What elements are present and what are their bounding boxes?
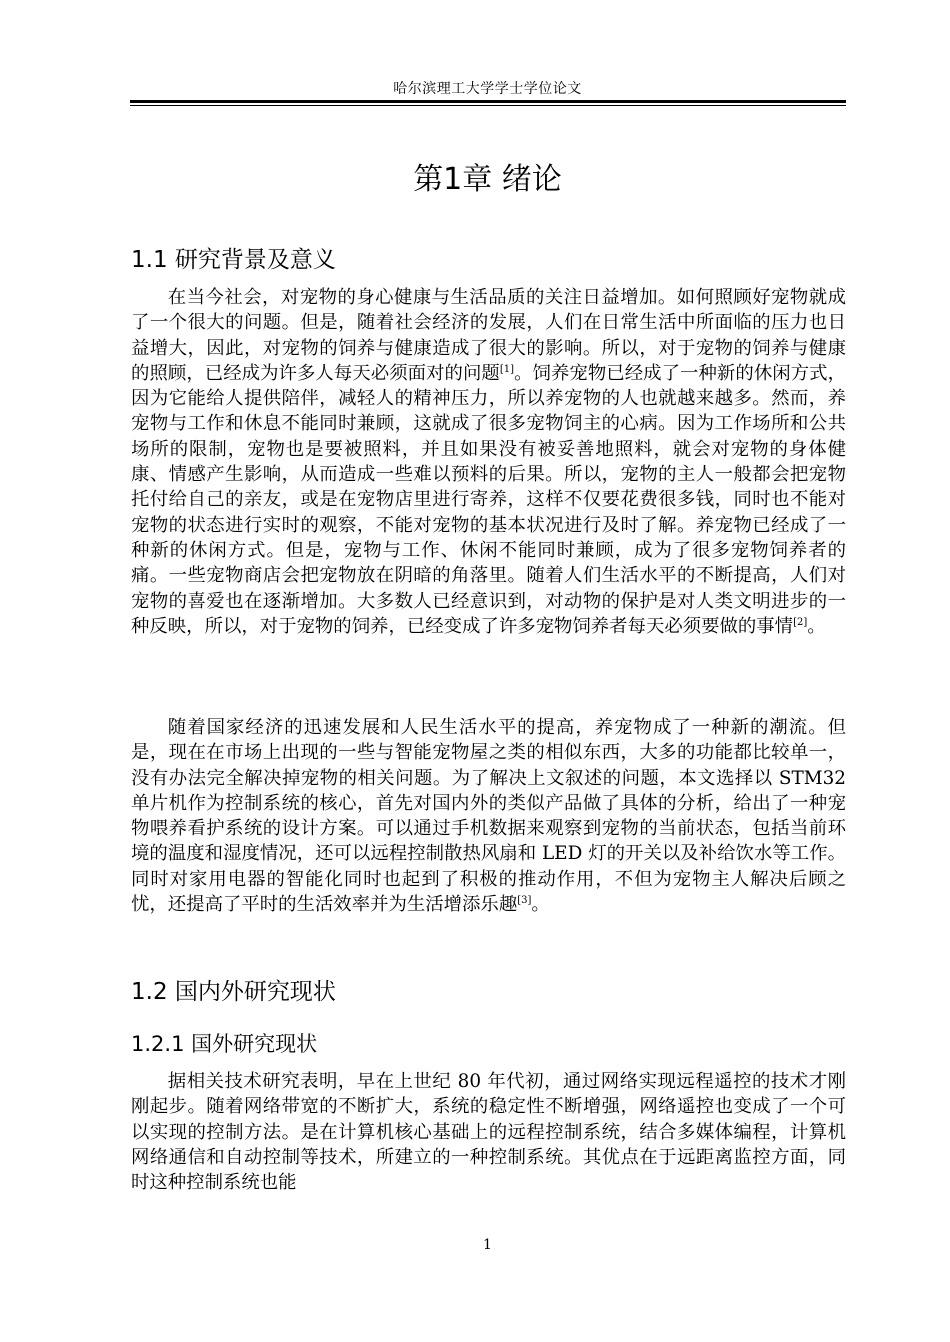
paragraph-background-2 [131, 715, 846, 917]
paragraph-text: 据相关技术研究表明，早在上世纪 80 年代初，通过网络实现远程遥控的技术才刚刚起步。随着网络带宽的不断扩大，系统的稳定性不断增强，网络遥控也变成了一个可以实现的控制方法。是在计算机核心基础上的远程控制系统，结合多媒体编程，计算机网络通信和自动控制等技术，所建立的一种控制系统。其优点在于远距离监控方面，同时这种控制系统也能 [131, 1071, 846, 1194]
paragraph-foreign-research [131, 1069, 846, 1195]
section-heading-1-1: 1.1 研究背景及意义 [131, 247, 336, 273]
header-rule-thick [130, 100, 846, 103]
citation: [1] [499, 363, 515, 375]
citation: [2] [793, 616, 808, 628]
subsection-heading-1-2-1: 1.2.1 国外研究现状 [131, 1032, 318, 1056]
paragraph-text: 在当今社会，对宠物的身心健康与生活品质的关注日益增加。如何照顾好宠物就成了一个很大的问题。但是，随着社会经济的发展，人们在日常生活中所面临的压力也日益增大，因此，对宠物的饲养与健康造成了很大的影响。所以，对于宠物的饲养与健康的照顾，已经成为许多人每天必须面对的问题 [131, 287, 846, 384]
section-heading-1-2: 1.2 国内外研究现状 [131, 979, 336, 1005]
paragraph-text: 。 [531, 894, 550, 916]
paragraph-background-1 [131, 285, 846, 639]
paragraph-text: 。 [807, 615, 826, 637]
citation: [3] [517, 895, 532, 907]
running-header: 哈尔滨理工大学学士学位论文 [393, 81, 582, 97]
page-number: 1 [483, 1237, 492, 1253]
header-rule-thin [130, 105, 846, 106]
chapter-title: 第1章 绪论 [413, 162, 562, 197]
paragraph-text: 随着国家经济的迅速发展和人民生活水平的提高，养宠物成了一种新的潮流。但是，现在在市场上出现的一些与智能宠物屋之类的相似东西，大多的功能都比较单一，没有办法完全解决掉宠物的相关问题。为了解决上文叙述的问题，本文选择以 STM32 单片机作为控制系统的核心，首先对国内外的类似产品做了具体的分析，给出了一种宠物喂养看护系统的设计方案。可以通过手机数据来观察到宠物的当前状态，包括当前环境的温度和湿度情况，还可以远程控制散热风扇和 LED 灯的开关以及补给饮水等工作。同时对家用电器的智能化同时也起到了积极的推动作用，不但为宠物主人解决后顾之忧，还提高了平时的生活效率并为生活增添乐趣 [131, 717, 846, 916]
paragraph-text: 。饲养宠物已经成了一种新的休闲方式，因为它能给人提供陪伴，减轻人的精神压力，所以养宠物的人也就越来越多。然而，养宠物与工作和休息不能同时兼顾，这就成了很多宠物饲主的心病。因为工作场所和公共场所的限制，宠物也是要被照料，并且如果没有被妥善地照料，就会对宠物的身体健康、情感产生影响，从而造成一些难以预料的后果。所以，宠物的主人一般都会把宠物托付给自己的亲友，或是在宠物店里进行寄养，这样不仅要花费很多钱，同时也不能对宠物的状态进行实时的观察，不能对宠物的基本状况进行及时了解。养宠物已经成了一种新的休闲方式。但是，宠物与工作、休闲不能同时兼顾，成为了很多宠物饲养者的痛。一些宠物商店会把宠物放在阴暗的角落里。随着人们生活水平的不断提高，人们对宠物的喜爱也在逐渐增加。大多数人已经意识到，对动物的保护是对人类文明进步的一种反映，所以，对于宠物的饲养，已经变成了许多宠物饲养者每天必须要做的事情 [131, 362, 846, 637]
